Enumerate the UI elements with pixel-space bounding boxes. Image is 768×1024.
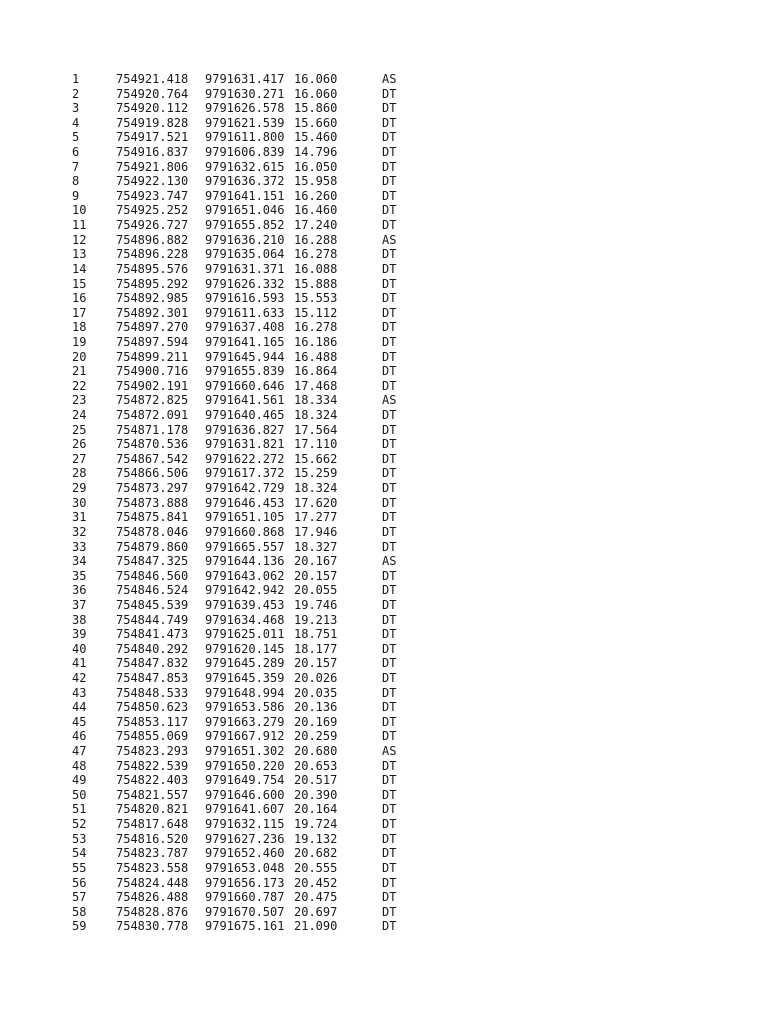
point-code: DT [382, 408, 397, 423]
elevation-value: 19.746 [294, 597, 338, 612]
point-code: DT [382, 349, 397, 364]
point-code: DT [382, 787, 397, 802]
easting-value: 754845.539 [116, 597, 189, 612]
easting-value: 754878.046 [116, 524, 189, 539]
point-code: DT [382, 860, 397, 875]
point-number: 15 [72, 276, 87, 291]
elevation-value: 15.259 [294, 466, 338, 481]
northing-value: 9791653.048 [205, 860, 285, 875]
elevation-value: 16.288 [294, 232, 338, 247]
easting-value: 754823.787 [116, 846, 189, 861]
easting-value: 754926.727 [116, 218, 189, 233]
elevation-value: 20.697 [294, 904, 338, 919]
northing-value: 9791611.800 [205, 130, 285, 145]
easting-value: 754817.648 [116, 817, 189, 832]
point-code: DT [382, 773, 397, 788]
northing-value: 9791663.279 [205, 714, 285, 729]
easting-value: 754823.558 [116, 860, 189, 875]
northing-value: 9791621.539 [205, 115, 285, 130]
elevation-value: 21.090 [294, 919, 338, 934]
point-code: DT [382, 115, 397, 130]
point-number: 35 [72, 568, 87, 583]
northing-value: 9791606.839 [205, 145, 285, 160]
elevation-value: 18.751 [294, 627, 338, 642]
northing-value: 9791634.468 [205, 612, 285, 627]
point-code: DT [382, 875, 397, 890]
point-code: DT [382, 320, 397, 335]
point-code: DT [382, 466, 397, 481]
elevation-value: 20.169 [294, 714, 338, 729]
northing-value: 9791645.359 [205, 670, 285, 685]
point-number: 25 [72, 422, 87, 437]
point-number: 39 [72, 627, 87, 642]
point-code: DT [382, 101, 397, 116]
northing-value: 9791631.821 [205, 437, 285, 452]
point-number: 20 [72, 349, 87, 364]
northing-value: 9791620.145 [205, 641, 285, 656]
point-number: 52 [72, 817, 87, 832]
point-number: 53 [72, 831, 87, 846]
northing-value: 9791626.578 [205, 101, 285, 116]
point-code: DT [382, 685, 397, 700]
easting-value: 754899.211 [116, 349, 189, 364]
easting-value: 754895.576 [116, 261, 189, 276]
point-number: 48 [72, 758, 87, 773]
elevation-value: 19.213 [294, 612, 338, 627]
northing-value: 9791660.646 [205, 378, 285, 393]
point-number: 13 [72, 247, 87, 262]
easting-value: 754841.473 [116, 627, 189, 642]
easting-value: 754816.520 [116, 831, 189, 846]
point-number: 3 [72, 101, 80, 116]
point-code: DT [382, 670, 397, 685]
point-number: 41 [72, 656, 87, 671]
point-code: AS [382, 72, 397, 86]
northing-value: 9791675.161 [205, 919, 285, 934]
point-number: 37 [72, 597, 87, 612]
point-code: DT [382, 890, 397, 905]
elevation-value: 20.653 [294, 758, 338, 773]
easting-value: 754922.130 [116, 174, 189, 189]
easting-value: 754897.270 [116, 320, 189, 335]
northing-value: 9791641.151 [205, 188, 285, 203]
northing-value: 9791651.105 [205, 510, 285, 525]
elevation-value: 17.468 [294, 378, 338, 393]
point-code: DT [382, 627, 397, 642]
point-code: DT [382, 188, 397, 203]
easting-value: 754896.228 [116, 247, 189, 262]
elevation-value: 18.324 [294, 408, 338, 423]
easting-value: 754875.841 [116, 510, 189, 525]
point-code: DT [382, 203, 397, 218]
northing-value: 9791642.729 [205, 481, 285, 496]
northing-value: 9791636.210 [205, 232, 285, 247]
northing-value: 9791665.557 [205, 539, 285, 554]
northing-value: 9791632.115 [205, 817, 285, 832]
northing-value: 9791635.064 [205, 247, 285, 262]
northing-value: 9791655.852 [205, 218, 285, 233]
elevation-value: 16.864 [294, 364, 338, 379]
elevation-value: 20.035 [294, 685, 338, 700]
northing-value: 9791640.465 [205, 408, 285, 423]
elevation-value: 20.026 [294, 670, 338, 685]
elevation-value: 15.888 [294, 276, 338, 291]
easting-value: 754867.542 [116, 451, 189, 466]
point-code: DT [382, 481, 397, 496]
northing-value: 9791648.994 [205, 685, 285, 700]
point-code: DT [382, 539, 397, 554]
easting-value: 754920.112 [116, 101, 189, 116]
point-number: 58 [72, 904, 87, 919]
elevation-value: 20.157 [294, 568, 338, 583]
point-number: 6 [72, 145, 80, 160]
northing-value: 9791631.417 [205, 72, 285, 86]
elevation-value: 18.177 [294, 641, 338, 656]
point-number: 55 [72, 860, 87, 875]
point-code: DT [382, 422, 397, 437]
northing-value: 9791641.561 [205, 393, 285, 408]
point-number: 7 [72, 159, 80, 174]
easting-value: 754822.403 [116, 773, 189, 788]
point-number: 21 [72, 364, 87, 379]
point-number: 34 [72, 554, 87, 569]
point-code: DT [382, 583, 397, 598]
point-code: DT [382, 817, 397, 832]
elevation-value: 18.334 [294, 393, 338, 408]
point-number: 8 [72, 174, 80, 189]
easting-value: 754846.524 [116, 583, 189, 598]
northing-value: 9791646.600 [205, 787, 285, 802]
point-number: 5 [72, 130, 80, 145]
easting-value: 754872.825 [116, 393, 189, 408]
point-code: DT [382, 261, 397, 276]
easting-value: 754828.876 [116, 904, 189, 919]
elevation-value: 20.390 [294, 787, 338, 802]
northing-value: 9791660.868 [205, 524, 285, 539]
point-number: 12 [72, 232, 87, 247]
northing-value: 9791642.942 [205, 583, 285, 598]
point-number: 27 [72, 451, 87, 466]
point-number: 9 [72, 188, 80, 203]
point-number: 51 [72, 802, 87, 817]
point-code: DT [382, 714, 397, 729]
point-code: DT [382, 510, 397, 525]
easting-value: 754897.594 [116, 334, 189, 349]
elevation-value: 20.475 [294, 890, 338, 905]
northing-value: 9791645.944 [205, 349, 285, 364]
easting-value: 754892.985 [116, 291, 189, 306]
northing-value: 9791625.011 [205, 627, 285, 642]
easting-value: 754925.252 [116, 203, 189, 218]
elevation-value: 20.680 [294, 744, 338, 759]
elevation-value: 18.327 [294, 539, 338, 554]
point-number: 31 [72, 510, 87, 525]
point-code: DT [382, 276, 397, 291]
point-code: DT [382, 495, 397, 510]
northing-value: 9791632.615 [205, 159, 285, 174]
point-number: 33 [72, 539, 87, 554]
elevation-value: 15.112 [294, 305, 338, 320]
northing-value: 9791631.371 [205, 261, 285, 276]
easting-value: 754844.749 [116, 612, 189, 627]
easting-value: 754826.488 [116, 890, 189, 905]
point-number: 44 [72, 700, 87, 715]
northing-value: 9791636.827 [205, 422, 285, 437]
point-number: 59 [72, 919, 87, 934]
northing-value: 9791651.302 [205, 744, 285, 759]
northing-value: 9791622.272 [205, 451, 285, 466]
easting-value: 754847.832 [116, 656, 189, 671]
northing-value: 9791641.165 [205, 334, 285, 349]
point-number: 26 [72, 437, 87, 452]
easting-value: 754916.837 [116, 145, 189, 160]
elevation-value: 20.452 [294, 875, 338, 890]
elevation-value: 20.164 [294, 802, 338, 817]
point-number: 45 [72, 714, 87, 729]
easting-value: 754820.821 [116, 802, 189, 817]
point-code: AS [382, 554, 397, 569]
northing-value: 9791611.633 [205, 305, 285, 320]
elevation-value: 20.259 [294, 729, 338, 744]
northing-value: 9791650.220 [205, 758, 285, 773]
northing-value: 9791643.062 [205, 568, 285, 583]
elevation-value: 20.555 [294, 860, 338, 875]
elevation-value: 20.682 [294, 846, 338, 861]
easting-value: 754917.521 [116, 130, 189, 145]
northing-value: 9791653.586 [205, 700, 285, 715]
elevation-value: 17.110 [294, 437, 338, 452]
point-number: 16 [72, 291, 87, 306]
point-code: DT [382, 904, 397, 919]
northing-value: 9791636.372 [205, 174, 285, 189]
elevation-value: 15.660 [294, 115, 338, 130]
elevation-value: 20.157 [294, 656, 338, 671]
northing-value: 9791646.453 [205, 495, 285, 510]
easting-value: 754824.448 [116, 875, 189, 890]
point-number: 42 [72, 670, 87, 685]
northing-value: 9791645.289 [205, 656, 285, 671]
point-number: 18 [72, 320, 87, 335]
point-number: 50 [72, 787, 87, 802]
northing-value: 9791639.453 [205, 597, 285, 612]
point-number: 38 [72, 612, 87, 627]
elevation-value: 16.460 [294, 203, 338, 218]
point-code: DT [382, 159, 397, 174]
easting-value: 754895.292 [116, 276, 189, 291]
point-number: 46 [72, 729, 87, 744]
point-number: 32 [72, 524, 87, 539]
point-code: DT [382, 831, 397, 846]
northing-value: 9791630.271 [205, 86, 285, 101]
elevation-value: 17.564 [294, 422, 338, 437]
easting-value: 754902.191 [116, 378, 189, 393]
northing-value: 9791670.507 [205, 904, 285, 919]
point-code: DT [382, 656, 397, 671]
point-number: 10 [72, 203, 87, 218]
easting-value: 754923.747 [116, 188, 189, 203]
point-code: DT [382, 919, 397, 934]
easting-value: 754866.506 [116, 466, 189, 481]
point-number: 11 [72, 218, 87, 233]
easting-value: 754879.860 [116, 539, 189, 554]
easting-value: 754873.888 [116, 495, 189, 510]
easting-value: 754850.623 [116, 700, 189, 715]
elevation-value: 17.946 [294, 524, 338, 539]
elevation-value: 19.724 [294, 817, 338, 832]
point-number: 54 [72, 846, 87, 861]
easting-value: 754847.325 [116, 554, 189, 569]
elevation-value: 16.488 [294, 349, 338, 364]
easting-value: 754847.853 [116, 670, 189, 685]
point-code: DT [382, 247, 397, 262]
easting-value: 754823.293 [116, 744, 189, 759]
point-number: 30 [72, 495, 87, 510]
easting-value: 754919.828 [116, 115, 189, 130]
easting-value: 754921.806 [116, 159, 189, 174]
easting-value: 754900.716 [116, 364, 189, 379]
northing-value: 9791637.408 [205, 320, 285, 335]
elevation-value: 16.278 [294, 320, 338, 335]
elevation-value: 16.186 [294, 334, 338, 349]
elevation-value: 16.278 [294, 247, 338, 262]
easting-value: 754840.292 [116, 641, 189, 656]
point-number: 22 [72, 378, 87, 393]
point-code: DT [382, 305, 397, 320]
elevation-value: 16.060 [294, 72, 338, 86]
point-code: AS [382, 744, 397, 759]
elevation-value: 14.796 [294, 145, 338, 160]
point-code: DT [382, 758, 397, 773]
point-code: AS [382, 232, 397, 247]
elevation-value: 16.088 [294, 261, 338, 276]
point-number: 2 [72, 86, 80, 101]
point-code: DT [382, 86, 397, 101]
northing-value: 9791644.136 [205, 554, 285, 569]
elevation-value: 16.050 [294, 159, 338, 174]
point-number: 36 [72, 583, 87, 598]
point-code: AS [382, 393, 397, 408]
easting-value: 754870.536 [116, 437, 189, 452]
northing-value: 9791655.839 [205, 364, 285, 379]
point-code: DT [382, 130, 397, 145]
easting-value: 754921.418 [116, 72, 189, 86]
northing-value: 9791651.046 [205, 203, 285, 218]
point-number: 29 [72, 481, 87, 496]
northing-value: 9791660.787 [205, 890, 285, 905]
elevation-value: 15.860 [294, 101, 338, 116]
elevation-value: 18.324 [294, 481, 338, 496]
elevation-value: 15.662 [294, 451, 338, 466]
point-code: DT [382, 700, 397, 715]
point-code: DT [382, 364, 397, 379]
point-code: DT [382, 641, 397, 656]
point-number: 43 [72, 685, 87, 700]
point-code: DT [382, 174, 397, 189]
easting-value: 754848.533 [116, 685, 189, 700]
northing-value: 9791656.173 [205, 875, 285, 890]
northing-value: 9791627.236 [205, 831, 285, 846]
elevation-value: 20.167 [294, 554, 338, 569]
point-number: 57 [72, 890, 87, 905]
easting-value: 754855.069 [116, 729, 189, 744]
elevation-value: 15.958 [294, 174, 338, 189]
point-number: 17 [72, 305, 87, 320]
point-code: DT [382, 437, 397, 452]
elevation-value: 19.132 [294, 831, 338, 846]
point-code: DT [382, 568, 397, 583]
easting-value: 754822.539 [116, 758, 189, 773]
northing-value: 9791626.332 [205, 276, 285, 291]
point-code: DT [382, 291, 397, 306]
point-code: DT [382, 597, 397, 612]
elevation-value: 20.136 [294, 700, 338, 715]
elevation-value: 16.060 [294, 86, 338, 101]
northing-value: 9791649.754 [205, 773, 285, 788]
elevation-value: 20.517 [294, 773, 338, 788]
point-code: DT [382, 145, 397, 160]
point-number: 49 [72, 773, 87, 788]
point-number: 23 [72, 393, 87, 408]
point-number: 47 [72, 744, 87, 759]
elevation-value: 15.460 [294, 130, 338, 145]
northing-value: 9791617.372 [205, 466, 285, 481]
northing-value: 9791641.607 [205, 802, 285, 817]
elevation-value: 17.620 [294, 495, 338, 510]
point-number: 19 [72, 334, 87, 349]
point-number: 40 [72, 641, 87, 656]
easting-value: 754821.557 [116, 787, 189, 802]
northing-value: 9791652.460 [205, 846, 285, 861]
elevation-value: 17.277 [294, 510, 338, 525]
point-number: 56 [72, 875, 87, 890]
elevation-value: 17.240 [294, 218, 338, 233]
easting-value: 754853.117 [116, 714, 189, 729]
point-number: 1 [72, 72, 80, 86]
point-code: DT [382, 612, 397, 627]
point-code: DT [382, 846, 397, 861]
point-number: 4 [72, 115, 80, 130]
point-code: DT [382, 451, 397, 466]
point-number: 14 [72, 261, 87, 276]
northing-value: 9791616.593 [205, 291, 285, 306]
point-number: 24 [72, 408, 87, 423]
point-code: DT [382, 729, 397, 744]
easting-value: 754872.091 [116, 408, 189, 423]
point-code: DT [382, 802, 397, 817]
northing-value: 9791667.912 [205, 729, 285, 744]
easting-value: 754830.778 [116, 919, 189, 934]
point-code: DT [382, 524, 397, 539]
easting-value: 754846.560 [116, 568, 189, 583]
point-code: DT [382, 218, 397, 233]
easting-value: 754892.301 [116, 305, 189, 320]
easting-value: 754873.297 [116, 481, 189, 496]
easting-value: 754896.882 [116, 232, 189, 247]
elevation-value: 16.260 [294, 188, 338, 203]
easting-value: 754871.178 [116, 422, 189, 437]
point-code: DT [382, 334, 397, 349]
elevation-value: 20.055 [294, 583, 338, 598]
easting-value: 754920.764 [116, 86, 189, 101]
point-number: 28 [72, 466, 87, 481]
point-code: DT [382, 378, 397, 393]
elevation-value: 15.553 [294, 291, 338, 306]
